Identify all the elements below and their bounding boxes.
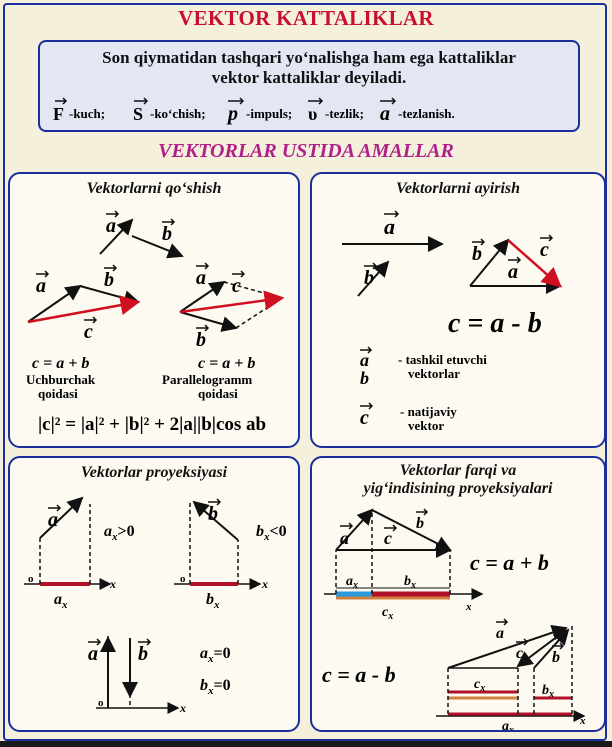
svg-text:x: x xyxy=(110,577,116,591)
svg-text:c: c xyxy=(384,528,392,548)
svg-text:x: x xyxy=(180,701,186,715)
example-acceleration xyxy=(380,98,455,125)
addition-diagram xyxy=(10,174,300,448)
symbol-momentum: p xyxy=(228,103,238,125)
svg-text:ax=0: $a_x=0$ xyxy=(200,645,231,665)
svg-text:c: c xyxy=(540,239,549,261)
definition-box xyxy=(38,40,580,132)
svg-text:b: b xyxy=(196,329,206,351)
label-displacement: -ko‘chish; xyxy=(150,106,206,121)
svg-text:bx=0: $b_x=0$ xyxy=(200,677,231,697)
result-label-line-1: - natijaviy xyxy=(400,404,457,419)
svg-text:o: o xyxy=(180,573,186,585)
page-title: VEKTOR KATTALIKLAR xyxy=(178,6,434,30)
svg-text:a: a xyxy=(88,643,98,665)
example-momentum xyxy=(226,98,292,125)
label-force: -kuch; xyxy=(69,106,106,121)
panel-title-subtraction: Vektorlarni ayirish xyxy=(395,180,521,197)
sum-difference-diagram xyxy=(312,458,606,732)
vector-a-free xyxy=(100,220,132,254)
definition-line-1: Son qiymatidan tashqari yo‘nalishga ham ega kattaliklar xyxy=(102,48,516,67)
example-displacement xyxy=(133,98,206,124)
panel-title-line-2: yig‘indisining proyeksiyalari xyxy=(363,480,553,497)
parallelogram-rule-line-2: qoidasi xyxy=(198,386,238,401)
definition-text xyxy=(40,48,578,88)
svg-text:a: a xyxy=(196,267,206,289)
panel-sum-difference xyxy=(310,456,606,732)
svg-text:ax: $a_x$ xyxy=(54,591,68,611)
label-momentum: -impuls; xyxy=(246,106,293,121)
svg-text:bx: $b_x$ xyxy=(206,591,220,611)
diff-formula: c = a - b xyxy=(322,662,396,687)
svg-text:b: b xyxy=(162,223,172,245)
definition-line-2: vektor kattaliklar deyiladi. xyxy=(211,68,407,87)
projection-diagram xyxy=(10,458,300,732)
symbol-force: F xyxy=(53,104,64,124)
sum-formula: c = a + b xyxy=(470,550,549,575)
svg-text:x: x xyxy=(580,715,586,727)
svg-text:b: b xyxy=(552,649,560,666)
svg-text:c: c xyxy=(360,407,369,429)
svg-text:o: o xyxy=(98,697,104,709)
component-label-line-2: vektorlar xyxy=(408,366,460,381)
svg-text:ax>0: $a_x>0$ xyxy=(104,523,135,543)
panel-addition xyxy=(8,172,300,448)
svg-text:a: a xyxy=(340,528,349,548)
bottom-strip xyxy=(0,741,612,747)
subtraction-diagram xyxy=(312,174,606,448)
svg-text:a: a xyxy=(384,214,395,239)
svg-text:c: c xyxy=(84,321,93,343)
symbol-displacement: S xyxy=(133,104,144,124)
svg-text:ax: $a_x$ xyxy=(502,719,514,734)
svg-text:cx: $c_x$ xyxy=(382,605,394,622)
svg-text:a: a xyxy=(496,625,504,642)
parallelogram-formula: c = a + b xyxy=(198,355,256,372)
svg-text:b: b xyxy=(138,643,148,665)
triangle-rule-line-2: qoidasi xyxy=(38,386,78,401)
svg-text:b: b xyxy=(104,269,114,291)
parallelogram-vector-b xyxy=(180,312,236,328)
svg-text:o: o xyxy=(28,573,34,585)
svg-text:c: c xyxy=(516,645,524,662)
label-acceleration: -tezlanish. xyxy=(398,106,455,121)
panel-title-addition: Vektorlarni qo‘shish xyxy=(86,180,222,197)
svg-text:a: a xyxy=(508,261,518,283)
panel-projection xyxy=(8,456,300,732)
triangle-formula: c = a + b xyxy=(32,355,90,372)
svg-text:ax: $a_x$ xyxy=(346,574,358,591)
svg-text:b: b xyxy=(364,267,374,289)
panel-title-projection: Vektorlar proyeksiyasi xyxy=(80,464,228,481)
svg-text:x: x xyxy=(262,577,268,591)
section-subtitle: VEKTORLAR USTIDA AMALLAR xyxy=(158,140,454,162)
symbol-acceleration: a xyxy=(380,103,390,125)
panel-title-line-1: Vektorlar farqi va xyxy=(399,462,517,479)
svg-text:bx: $b_x$ xyxy=(404,574,416,591)
svg-text:b: b xyxy=(416,515,424,532)
example-force xyxy=(53,98,105,124)
magnitude-formula: |c|² = |a|² + |b|² + 2|a||b|cos ab xyxy=(38,414,267,435)
svg-text:cx: $c_x$ xyxy=(474,677,486,694)
svg-text:b: b xyxy=(472,243,482,265)
definition-examples xyxy=(50,96,570,126)
svg-text:c: c xyxy=(232,275,241,297)
parallelogram-rule-line-1: Parallelogramm xyxy=(162,372,253,387)
svg-text:a: a xyxy=(48,509,58,531)
svg-text:bx<0: $b_x<0$ xyxy=(256,523,287,543)
svg-text:a: a xyxy=(360,350,369,370)
svg-text:a: a xyxy=(36,275,46,297)
triangle-vector-c xyxy=(28,302,138,322)
label-velocity: -tezlik; xyxy=(325,106,364,121)
svg-text:b: b xyxy=(360,368,369,388)
triangle-rule-line-1: Uchburchak xyxy=(26,372,96,387)
subtraction-formula: c = a - b xyxy=(448,308,542,339)
panel-subtraction xyxy=(310,172,606,448)
result-label-line-2: vektor xyxy=(408,418,445,433)
example-velocity xyxy=(308,98,364,124)
parallelogram-vector-c xyxy=(180,298,282,312)
svg-text:b: b xyxy=(208,503,218,525)
vector-b-free xyxy=(132,236,182,256)
component-label-line-1: - tashkil etuvchi xyxy=(398,352,487,367)
svg-text:a: a xyxy=(106,215,116,237)
symbol-velocity: υ xyxy=(308,104,318,124)
svg-text:x: x xyxy=(466,601,472,613)
svg-text:bx: $b_x$ xyxy=(542,683,554,700)
